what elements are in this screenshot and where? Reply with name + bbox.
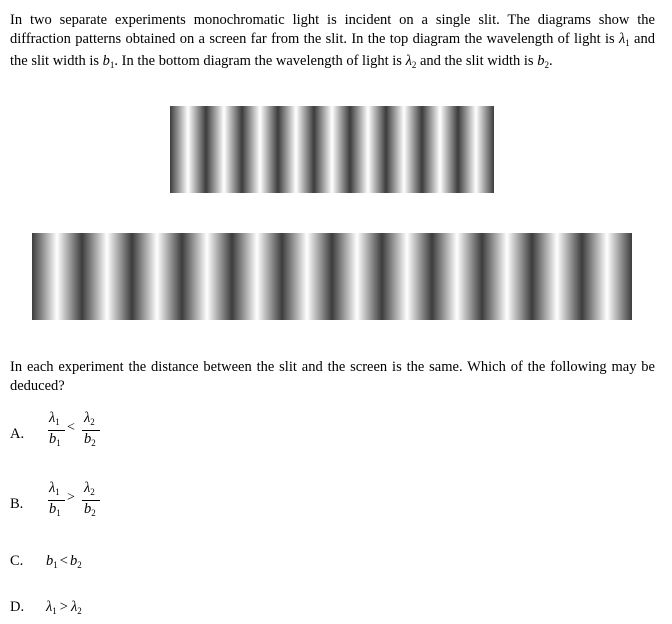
- lambda-symbol: λ: [84, 410, 91, 426]
- greater-than-operator: >: [59, 599, 68, 615]
- intro-text-1: In two separate experiments monochromatic light is incident on a single slit. The diagrams show the diffraction patterns obtained on a screen far from the slit. In the top diagram the wavelength of light is: [10, 12, 655, 47]
- intro-text-2: and the slit width is: [10, 30, 655, 69]
- lambda-symbol: λ: [70, 599, 78, 615]
- subscript: 2: [90, 417, 95, 427]
- subscript: 2: [91, 438, 96, 448]
- b-symbol: b: [102, 53, 110, 69]
- intro-text-4: and the slit width is: [416, 53, 538, 69]
- subscript: 1: [625, 37, 630, 48]
- less-than-operator: <: [59, 553, 68, 569]
- intro-paragraph: [10, 11, 655, 75]
- subscript: 2: [411, 60, 417, 70]
- option-a-letter[interactable]: A.: [10, 426, 25, 442]
- subscript: 2: [77, 560, 82, 570]
- greater-than-operator: >: [67, 490, 75, 505]
- subscript: 1: [56, 508, 61, 518]
- diffraction-pattern-bottom: [32, 233, 632, 320]
- subscript: 1: [53, 560, 58, 570]
- option-a-expression[interactable]: [46, 410, 106, 456]
- subscript: 2: [77, 606, 82, 616]
- b-symbol: b: [49, 501, 57, 517]
- b-symbol: b: [84, 431, 92, 447]
- subscript: 2: [91, 508, 96, 518]
- intro-text-5: .: [548, 53, 553, 69]
- subscript: 1: [52, 606, 57, 616]
- diffraction-pattern-top: [170, 106, 494, 193]
- lambda-symbol: λ: [49, 410, 56, 426]
- subscript: 2: [90, 487, 95, 497]
- option-c-expression[interactable]: [46, 553, 82, 570]
- intro-text-3: . In the bottom diagram the wavelength of light is: [114, 53, 406, 69]
- option-d-letter[interactable]: D.: [10, 599, 25, 615]
- lambda-symbol: λ: [46, 599, 53, 615]
- option-b-letter[interactable]: B.: [10, 496, 24, 512]
- b-symbol: b: [49, 431, 57, 447]
- option-d-expression[interactable]: [46, 599, 82, 616]
- question-paragraph: In each experiment the distance between the slit and the screen is the same. Which of the following may be deduced?: [10, 359, 655, 394]
- option-c-letter[interactable]: C.: [10, 553, 24, 569]
- lambda-symbol: λ: [405, 53, 412, 69]
- b-symbol: b: [537, 53, 545, 69]
- subscript: 1: [109, 60, 115, 70]
- subscript: 2: [544, 60, 549, 70]
- b-symbol: b: [69, 553, 78, 569]
- lambda-symbol: λ: [84, 480, 91, 496]
- b-symbol: b: [84, 501, 92, 517]
- subscript: 1: [55, 417, 60, 427]
- option-b-expression[interactable]: [46, 480, 106, 526]
- b-symbol: b: [46, 553, 54, 569]
- lambda-symbol: λ: [618, 30, 626, 47]
- subscript: 1: [55, 487, 60, 497]
- lambda-symbol: λ: [49, 480, 56, 496]
- subscript: 1: [56, 438, 61, 448]
- less-than-operator: <: [67, 420, 75, 435]
